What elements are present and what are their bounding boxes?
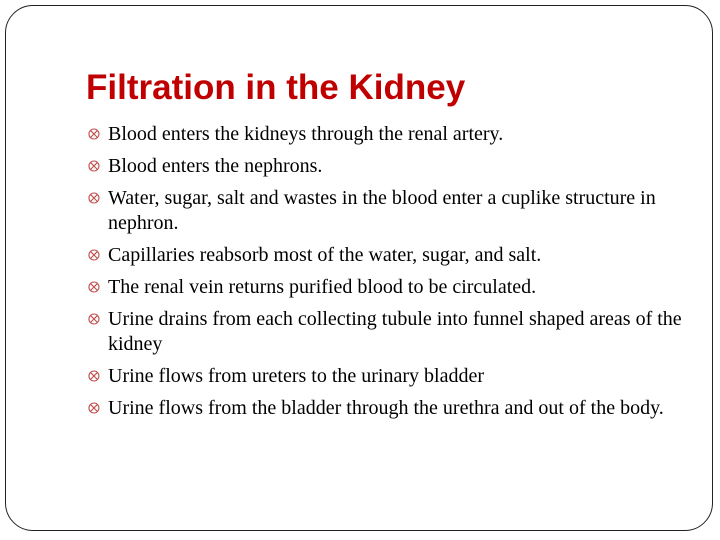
target-bullet-icon: ⭙: [88, 369, 100, 385]
bullet-text: Capillaries reabsorb most of the water, sugar, and salt.: [108, 244, 542, 266]
bullet-text: Urine flows from the bladder through the urethra and out of the body.: [108, 397, 664, 419]
bullet-text: Blood enters the kidneys through the renal artery.: [108, 123, 504, 145]
bullet-item: [86, 122, 686, 147]
bullet-text: Urine flows from ureters to the urinary bladder: [108, 365, 484, 387]
bullet-item: [86, 243, 686, 268]
bullet-item: [86, 186, 686, 236]
bullet-text: Urine drains from each collecting tubule into funnel shaped areas of the kidney: [108, 308, 682, 355]
target-bullet-icon: ⭙: [88, 401, 100, 417]
bullet-text: The renal vein returns purified blood to be circulated.: [108, 276, 537, 298]
slide-title: Filtration in the Kidney: [86, 68, 466, 107]
bullet-text: Water, sugar, salt and wastes in the blood enter a cuplike structure in nephron.: [108, 187, 656, 234]
bullet-item: [86, 307, 686, 357]
target-bullet-icon: ⭙: [88, 280, 100, 296]
bullet-item: [86, 396, 686, 421]
target-bullet-icon: ⭙: [88, 312, 100, 328]
target-bullet-icon: ⭙: [88, 159, 100, 175]
bullet-item: [86, 154, 686, 179]
target-bullet-icon: ⭙: [88, 191, 100, 207]
bullet-item: [86, 364, 686, 389]
bullet-text: Blood enters the nephrons.: [108, 155, 323, 177]
target-bullet-icon: ⭙: [88, 248, 100, 264]
target-bullet-icon: ⭙: [88, 127, 100, 143]
bullet-item: [86, 275, 686, 300]
slide-frame: [5, 5, 713, 531]
bullet-list: [86, 122, 686, 428]
